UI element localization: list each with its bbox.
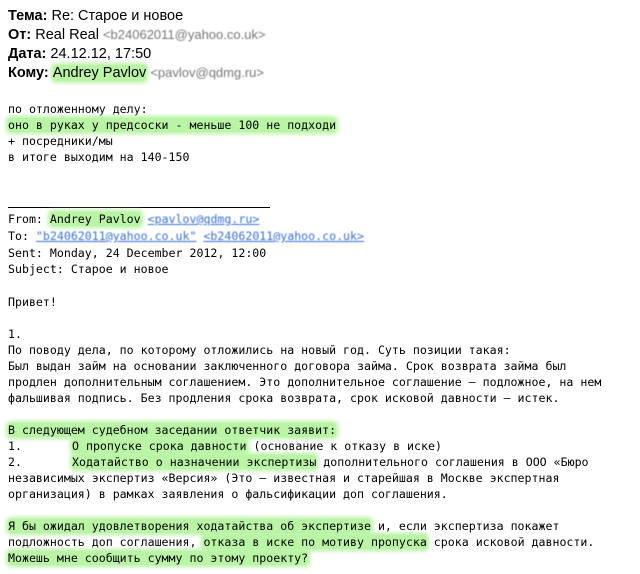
date-value: 24.12.12, 17:50 — [50, 46, 152, 62]
to-email[interactable]: <pavlov@qdmg.ru> — [150, 65, 264, 80]
p1-line-1: По поводу дела, по которому отложились на новый год. Суть позиции такая: — [8, 343, 511, 357]
quoted-to-email-2[interactable]: <b24062011@yahoo.co.uk> — [203, 229, 364, 243]
p1-line-3: продлен дополнительным соглашением. Это дополнительное соглашение – подложное, на нем — [8, 375, 602, 389]
item-1-num: 1. — [8, 439, 22, 453]
p3-highlight-3: Можешь мне сообщить сумму по этому проекту? — [8, 551, 309, 565]
p3-highlight-1: Я бы ожидал удовлетворения ходатайства об экспертизе — [8, 519, 371, 533]
quoted-sent: Sent: Monday, 24 December 2012, 12:00 — [8, 246, 267, 260]
p3-highlight-2: отказа в иске по мотиву пропуска — [203, 535, 427, 549]
item-2-rest: дополнительного соглашения в ООО «Бюро — [316, 455, 589, 469]
from-label: От: — [8, 27, 32, 43]
item-2-highlight: Ходатайство о назначении экспертизы — [72, 455, 317, 469]
from-name: Real Real — [35, 27, 99, 43]
date-label: Дата: — [8, 46, 47, 62]
p3-line-2 — [8, 535, 594, 550]
reply-line-2 — [8, 118, 336, 133]
quote-divider — [8, 207, 270, 208]
p1-line-4: фальшивая подпись. Без продления срока возврата, срок исковой давности – истек. — [8, 391, 560, 405]
item-2-line-2: независимых экспертиз «Версия» (Это – известная и старейшая в Москве экспертная — [8, 471, 560, 485]
subject-line — [8, 8, 183, 24]
from-line — [8, 27, 266, 43]
p3-rest-1: и, если экспертиза покажет — [370, 519, 560, 533]
p3-line-2a: подложность доп соглашения, — [8, 535, 204, 549]
num-1: 1. — [8, 327, 22, 341]
to-line — [8, 65, 264, 81]
p2-highlight: В следующем судебном заседании ответчик заявит: — [8, 423, 337, 437]
quoted-from — [8, 212, 259, 227]
item-1-rest: (основание к отказу в иске) — [246, 439, 442, 453]
subject-label: Тема: — [8, 8, 48, 24]
to-name[interactable]: Andrey Pavlov — [52, 65, 147, 81]
reply-highlight: оно в руках у предсоски - меньше 100 не подходи — [8, 118, 337, 132]
to-label: Кому: — [8, 65, 49, 81]
from-email[interactable]: <b24062011@yahoo.co.uk> — [102, 27, 266, 42]
quoted-to-email-1[interactable]: "b24062011@yahoo.co.uk" — [35, 229, 197, 243]
greeting: Привет! — [8, 295, 57, 309]
quoted-from-label: From: — [8, 212, 50, 226]
p3-line-1 — [8, 519, 559, 534]
p3-line-2b: срока исковой давности. — [426, 535, 595, 549]
reply-line-4: в итоге выходим на 140-150 — [8, 150, 190, 164]
date-line — [8, 46, 151, 62]
p3-line-3 — [8, 551, 308, 566]
subject-value: Re: Старое и новое — [51, 8, 184, 24]
item-2-line-3: организация) в рамках заявления о фальсификации доп соглашения. — [8, 487, 448, 501]
item-2-num: 2. — [8, 455, 22, 469]
reply-line-1: по отложенному делу: — [8, 102, 148, 116]
quoted-from-name[interactable]: Andrey Pavlov — [49, 212, 141, 226]
quoted-to-label: To: — [8, 229, 36, 243]
item-1-highlight: О пропуске срока давности — [72, 439, 247, 453]
reply-line-3: + посредники/мы — [8, 134, 113, 148]
item-2 — [8, 455, 589, 470]
quoted-from-email[interactable]: <pavlov@qdmg.ru> — [147, 212, 260, 226]
p2-line-1 — [8, 423, 336, 438]
quoted-to — [8, 229, 364, 244]
item-1 — [8, 439, 442, 454]
quoted-subject: Subject: Старое и новое — [8, 262, 169, 276]
p1-line-2: Был выдан займ на основании заключенного договора займа. Срок возврата займа был — [8, 359, 567, 373]
